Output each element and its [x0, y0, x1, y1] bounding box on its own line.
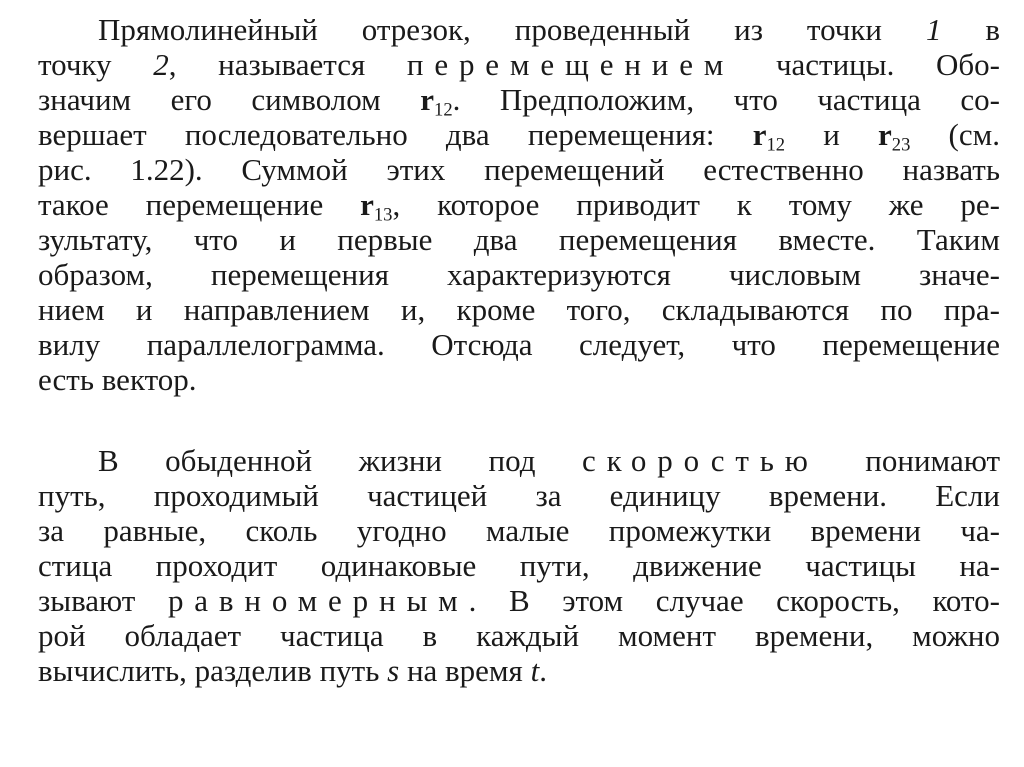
text-run: и [785, 117, 879, 152]
text-run: частицы. Обо- [734, 47, 1000, 82]
text-run: , которое приводит к тому же ре- [392, 187, 1000, 222]
text-run: образом, перемещения характеризуются числовым значе- [38, 257, 1000, 292]
text-line [38, 653, 1000, 688]
italic-symbol: s [387, 653, 400, 688]
text-run: вилу параллелограмма. Отсюда следует, что перемещение [38, 327, 1000, 362]
text-line [38, 443, 1000, 478]
text-run: за равные, сколь угодно малые промежутки времени ча- [38, 513, 1000, 548]
paragraph-velocity [38, 443, 1000, 688]
vector-symbol: r [752, 117, 767, 152]
text-run: , называется [168, 47, 407, 82]
text-run: нием и направлением и, кроме того, складываются по пра- [38, 292, 1000, 327]
vector-symbol: r [878, 117, 892, 152]
text-line [38, 187, 1000, 226]
subscript: 12 [434, 99, 453, 121]
text-run: вычислить, разделив путь [38, 653, 388, 688]
italic-symbol: 1 [925, 12, 942, 47]
subscript: 23 [891, 134, 911, 156]
text-line [38, 292, 1000, 327]
spaced-term: равномерным [167, 583, 469, 618]
document-page [8, 0, 1016, 767]
subscript: 13 [373, 204, 393, 226]
vector-symbol: r [420, 82, 435, 117]
text-line [38, 618, 1000, 653]
subscript: 12 [766, 134, 786, 156]
text-line [38, 513, 1000, 548]
text-line [38, 583, 1000, 618]
text-line [38, 222, 1000, 257]
spaced-term: скоростью [581, 443, 819, 478]
text-run: (см. [910, 117, 1001, 152]
text-run: путь, проходимый частицей за единицу времени. Если [38, 478, 1000, 513]
text-run: такое перемещение [38, 187, 361, 222]
text-line [38, 117, 1001, 156]
text-run: точку [38, 47, 154, 82]
text-run: зультату, что и первые два перемещения вместе. Таким [38, 222, 1000, 257]
text-run: . Предположим, что частица со- [452, 82, 1000, 117]
text-line [38, 478, 1000, 513]
text-run: стица проходит одинаковые пути, движение частицы на- [38, 548, 1000, 583]
text-run: рис. 1.22). Суммой этих перемещений естественно назвать [38, 152, 1000, 187]
text-line [38, 152, 1000, 187]
text-run: понимают [818, 443, 1000, 478]
text-line [38, 327, 1000, 362]
vector-symbol: r [360, 187, 374, 222]
spaced-term: перемещением [406, 47, 735, 82]
text-run: значим его символом [38, 82, 421, 117]
text-line [38, 82, 1000, 121]
text-line [38, 257, 1000, 292]
text-run: рой обладает частица в каждый момент времени, можно [38, 618, 1000, 653]
text-run: на время [399, 653, 531, 688]
text-run: Прямолинейный отрезок, проведенный из точки [98, 12, 926, 47]
text-line [38, 12, 1000, 47]
text-run: в [941, 12, 1000, 47]
text-run: . В этом случае скорость, кото- [468, 583, 1000, 618]
text-line [38, 47, 1000, 82]
text-run: вершает последовательно два перемещения: [38, 117, 753, 152]
paragraph-displacement [38, 12, 1000, 397]
text-line [38, 362, 1000, 397]
text-run: зывают [38, 583, 168, 618]
text-run: В обыденной жизни под [98, 443, 582, 478]
text-run: . [539, 653, 547, 688]
italic-symbol: 2 [153, 47, 169, 82]
italic-symbol: t [530, 653, 540, 688]
text-line [38, 548, 1000, 583]
text-run: есть вектор. [38, 362, 197, 397]
